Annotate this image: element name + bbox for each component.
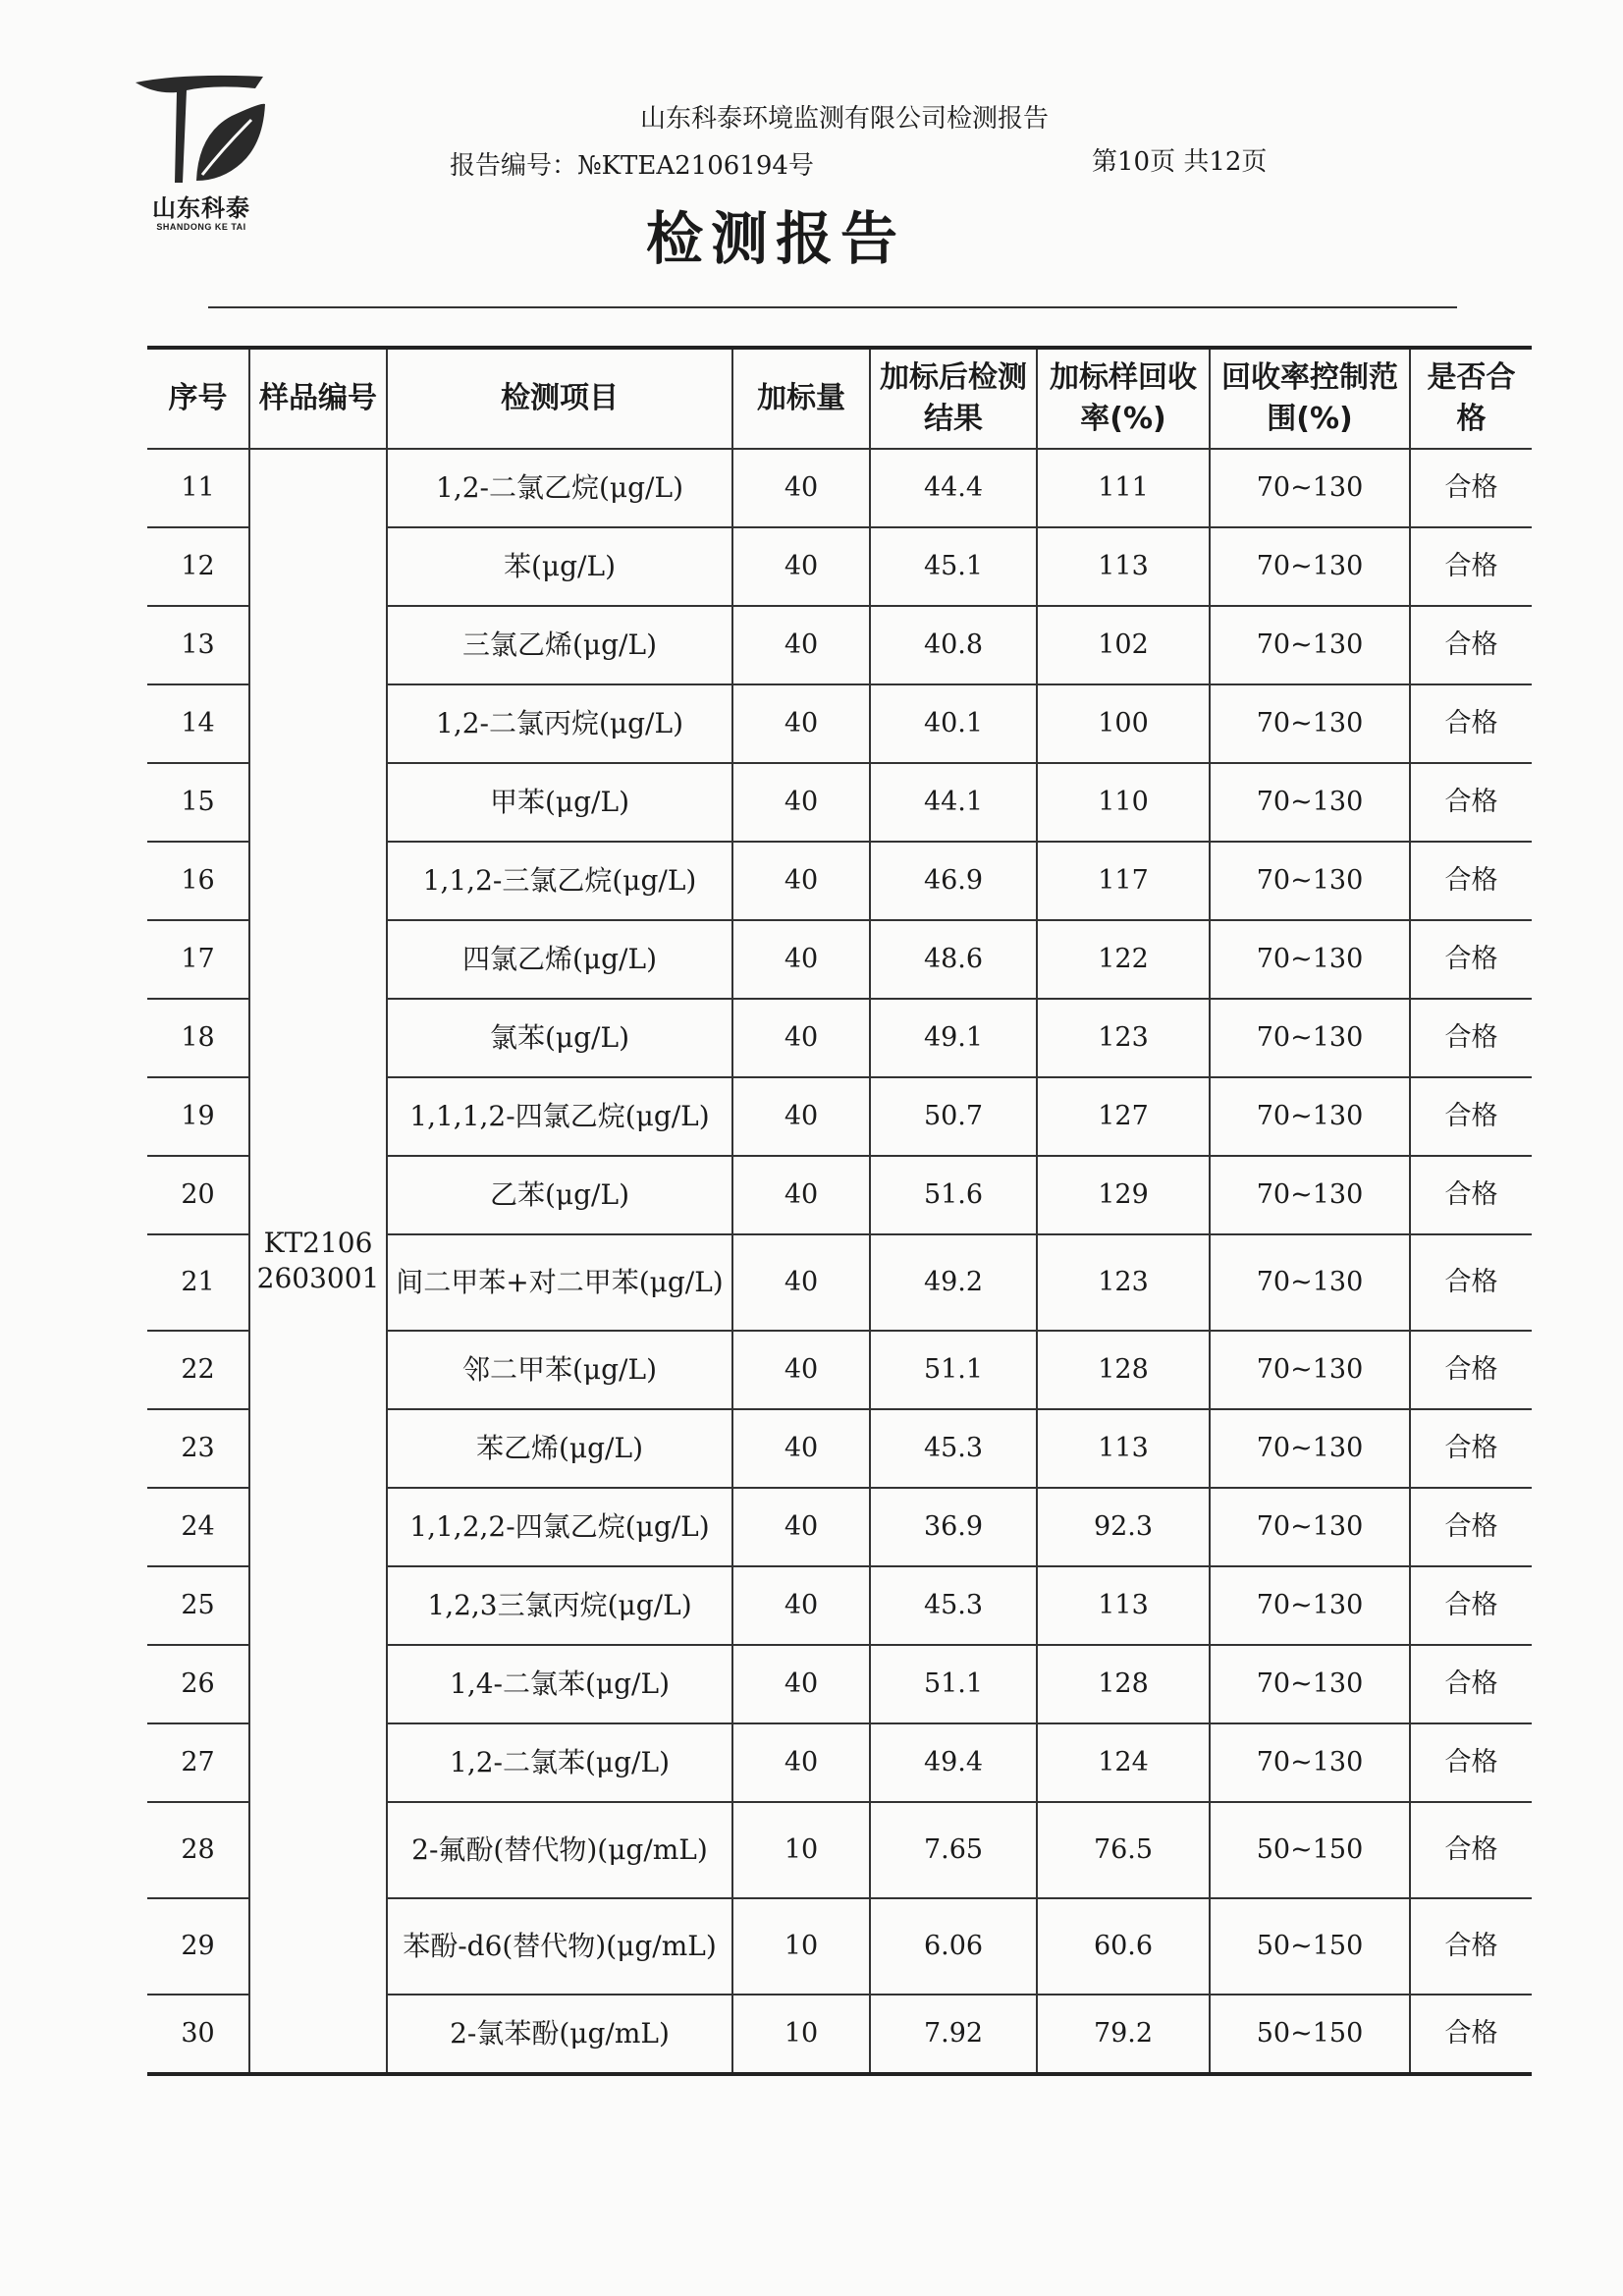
row-result: 49.1	[870, 999, 1037, 1077]
row-range: 70~130	[1210, 920, 1410, 999]
row-result: 36.9	[870, 1488, 1037, 1566]
sample-id-cell	[249, 449, 387, 2074]
row-range: 70~130	[1210, 1077, 1410, 1156]
row-spike: 40	[732, 842, 870, 920]
row-spike: 10	[732, 1802, 870, 1898]
row-result: 51.6	[870, 1156, 1037, 1234]
row-recovery: 102	[1037, 606, 1210, 684]
row-item: 2-氯苯酚(μg/mL)	[387, 1995, 732, 2074]
row-range: 70~130	[1210, 1566, 1410, 1645]
row-no: 14	[147, 684, 249, 763]
row-result: 44.4	[870, 449, 1037, 527]
row-item: 1,1,2,2-四氯乙烷(μg/L)	[387, 1488, 732, 1566]
col-header-spike: 加标量	[732, 348, 870, 449]
row-no: 26	[147, 1645, 249, 1723]
row-pass: 合格	[1410, 999, 1532, 1077]
row-spike: 40	[732, 1723, 870, 1802]
row-item: 乙苯(μg/L)	[387, 1156, 732, 1234]
row-recovery: 122	[1037, 920, 1210, 999]
row-range: 50~150	[1210, 1995, 1410, 2074]
row-result: 44.1	[870, 763, 1037, 842]
row-recovery: 128	[1037, 1331, 1210, 1409]
row-recovery: 113	[1037, 527, 1210, 606]
row-item: 苯乙烯(μg/L)	[387, 1409, 732, 1488]
logo-text: 山东科泰	[152, 193, 250, 222]
row-pass: 合格	[1410, 763, 1532, 842]
row-pass: 合格	[1410, 1488, 1532, 1566]
row-no: 16	[147, 842, 249, 920]
row-no: 27	[147, 1723, 249, 1802]
row-range: 70~130	[1210, 1723, 1410, 1802]
row-recovery: 129	[1037, 1156, 1210, 1234]
row-item: 1,1,2-三氯乙烷(μg/L)	[387, 842, 732, 920]
row-pass: 合格	[1410, 1156, 1532, 1234]
row-result: 45.3	[870, 1409, 1037, 1488]
row-no: 22	[147, 1331, 249, 1409]
row-result: 51.1	[870, 1645, 1037, 1723]
row-item: 苯酚-d6(替代物)(μg/mL)	[387, 1898, 732, 1995]
row-item: 1,2-二氯苯(μg/L)	[387, 1723, 732, 1802]
row-recovery: 113	[1037, 1566, 1210, 1645]
row-pass: 合格	[1410, 1234, 1532, 1331]
row-spike: 40	[732, 1234, 870, 1331]
row-spike: 40	[732, 763, 870, 842]
row-result: 49.4	[870, 1723, 1037, 1802]
row-recovery: 60.6	[1037, 1898, 1210, 1995]
row-item: 三氯乙烯(μg/L)	[387, 606, 732, 684]
col-header-sample: 样品编号	[249, 348, 387, 449]
row-item: 1,2-二氯乙烷(μg/L)	[387, 449, 732, 527]
row-result: 7.92	[870, 1995, 1037, 2074]
row-recovery: 124	[1037, 1723, 1210, 1802]
row-item: 1,2,3三氯丙烷(μg/L)	[387, 1566, 732, 1645]
row-range: 70~130	[1210, 999, 1410, 1077]
col-header-range: 回收率控制范围(%)	[1210, 348, 1410, 449]
row-pass: 合格	[1410, 1566, 1532, 1645]
row-pass: 合格	[1410, 1645, 1532, 1723]
row-no: 20	[147, 1156, 249, 1234]
row-pass: 合格	[1410, 1898, 1532, 1995]
row-spike: 40	[732, 684, 870, 763]
row-result: 48.6	[870, 920, 1037, 999]
row-pass: 合格	[1410, 1331, 1532, 1409]
row-result: 6.06	[870, 1898, 1037, 1995]
results-table	[147, 346, 1532, 2076]
row-spike: 40	[732, 1645, 870, 1723]
row-result: 40.1	[870, 684, 1037, 763]
row-no: 23	[147, 1409, 249, 1488]
row-recovery: 79.2	[1037, 1995, 1210, 2074]
row-range: 70~130	[1210, 1645, 1410, 1723]
row-pass: 合格	[1410, 1802, 1532, 1898]
row-range: 70~130	[1210, 1234, 1410, 1331]
row-spike: 40	[732, 1566, 870, 1645]
row-item: 1,1,1,2-四氯乙烷(μg/L)	[387, 1077, 732, 1156]
row-item: 四氯乙烯(μg/L)	[387, 920, 732, 999]
row-range: 70~130	[1210, 1488, 1410, 1566]
row-recovery: 128	[1037, 1645, 1210, 1723]
row-no: 30	[147, 1995, 249, 2074]
row-range: 70~130	[1210, 1331, 1410, 1409]
sample-id-line2: 2603001	[256, 1262, 380, 1294]
row-pass: 合格	[1410, 920, 1532, 999]
row-range: 70~130	[1210, 606, 1410, 684]
row-spike: 40	[732, 606, 870, 684]
row-recovery: 100	[1037, 684, 1210, 763]
row-range: 70~130	[1210, 1409, 1410, 1488]
row-no: 24	[147, 1488, 249, 1566]
report-number: 报告编号：№KTEA2106194号	[450, 151, 814, 181]
row-no: 18	[147, 999, 249, 1077]
sample-id-line1: KT2106	[263, 1227, 373, 1259]
row-spike: 40	[732, 527, 870, 606]
row-item: 间二甲苯+对二甲苯(μg/L)	[387, 1234, 732, 1331]
row-item: 2-氟酚(替代物)(μg/mL)	[387, 1802, 732, 1898]
row-no: 11	[147, 449, 249, 527]
row-spike: 40	[732, 920, 870, 999]
row-pass: 合格	[1410, 606, 1532, 684]
row-recovery: 127	[1037, 1077, 1210, 1156]
row-recovery: 123	[1037, 999, 1210, 1077]
row-no: 15	[147, 763, 249, 842]
logo-subtitle: SHANDONG KE TAI	[156, 222, 246, 232]
row-recovery: 110	[1037, 763, 1210, 842]
row-pass: 合格	[1410, 1409, 1532, 1488]
row-range: 50~150	[1210, 1802, 1410, 1898]
row-spike: 40	[732, 999, 870, 1077]
row-range: 70~130	[1210, 684, 1410, 763]
row-range: 70~130	[1210, 842, 1410, 920]
row-item: 邻二甲苯(μg/L)	[387, 1331, 732, 1409]
row-spike: 10	[732, 1995, 870, 2074]
row-spike: 40	[732, 1156, 870, 1234]
row-item: 甲苯(μg/L)	[387, 763, 732, 842]
row-result: 40.8	[870, 606, 1037, 684]
row-spike: 40	[732, 1331, 870, 1409]
row-result: 46.9	[870, 842, 1037, 920]
row-result: 49.2	[870, 1234, 1037, 1331]
row-pass: 合格	[1410, 684, 1532, 763]
row-result: 7.65	[870, 1802, 1037, 1898]
row-no: 21	[147, 1234, 249, 1331]
col-header-result: 加标后检测结果	[870, 348, 1037, 449]
table-body	[147, 449, 1532, 2074]
row-result: 51.1	[870, 1331, 1037, 1409]
row-recovery: 111	[1037, 449, 1210, 527]
row-no: 29	[147, 1898, 249, 1995]
header-divider	[208, 306, 1457, 308]
row-pass: 合格	[1410, 842, 1532, 920]
row-item: 苯(μg/L)	[387, 527, 732, 606]
row-pass: 合格	[1410, 1723, 1532, 1802]
table-row	[147, 449, 1532, 527]
row-spike: 40	[732, 1488, 870, 1566]
row-pass: 合格	[1410, 449, 1532, 527]
col-header-pass: 是否合格	[1410, 348, 1532, 449]
row-range: 70~130	[1210, 449, 1410, 527]
row-no: 28	[147, 1802, 249, 1898]
row-pass: 合格	[1410, 1995, 1532, 2074]
col-header-no: 序号	[147, 348, 249, 449]
row-no: 25	[147, 1566, 249, 1645]
row-item: 1,4-二氯苯(μg/L)	[387, 1645, 732, 1723]
table-header-row	[147, 348, 1532, 449]
row-pass: 合格	[1410, 527, 1532, 606]
row-range: 70~130	[1210, 763, 1410, 842]
row-spike: 40	[732, 1409, 870, 1488]
row-no: 12	[147, 527, 249, 606]
row-recovery: 117	[1037, 842, 1210, 920]
row-recovery: 123	[1037, 1234, 1210, 1331]
row-no: 13	[147, 606, 249, 684]
row-range: 70~130	[1210, 1156, 1410, 1234]
row-spike: 40	[732, 1077, 870, 1156]
row-no: 17	[147, 920, 249, 999]
company-name: 山东科泰环境监测有限公司检测报告	[639, 104, 1049, 134]
row-range: 70~130	[1210, 527, 1410, 606]
row-result: 45.3	[870, 1566, 1037, 1645]
row-spike: 10	[732, 1898, 870, 1995]
row-recovery: 113	[1037, 1409, 1210, 1488]
row-result: 50.7	[870, 1077, 1037, 1156]
col-header-recovery: 加标样回收率(%)	[1037, 348, 1210, 449]
row-recovery: 76.5	[1037, 1802, 1210, 1898]
row-range: 50~150	[1210, 1898, 1410, 1995]
row-item: 氯苯(μg/L)	[387, 999, 732, 1077]
row-pass: 合格	[1410, 1077, 1532, 1156]
page-title: 检测报告	[645, 205, 905, 272]
page-number: 第10页 共12页	[1092, 147, 1268, 177]
row-item: 1,2-二氯丙烷(μg/L)	[387, 684, 732, 763]
col-header-item: 检测项目	[387, 348, 732, 449]
row-no: 19	[147, 1077, 249, 1156]
row-spike: 40	[732, 449, 870, 527]
row-recovery: 92.3	[1037, 1488, 1210, 1566]
row-result: 45.1	[870, 527, 1037, 606]
